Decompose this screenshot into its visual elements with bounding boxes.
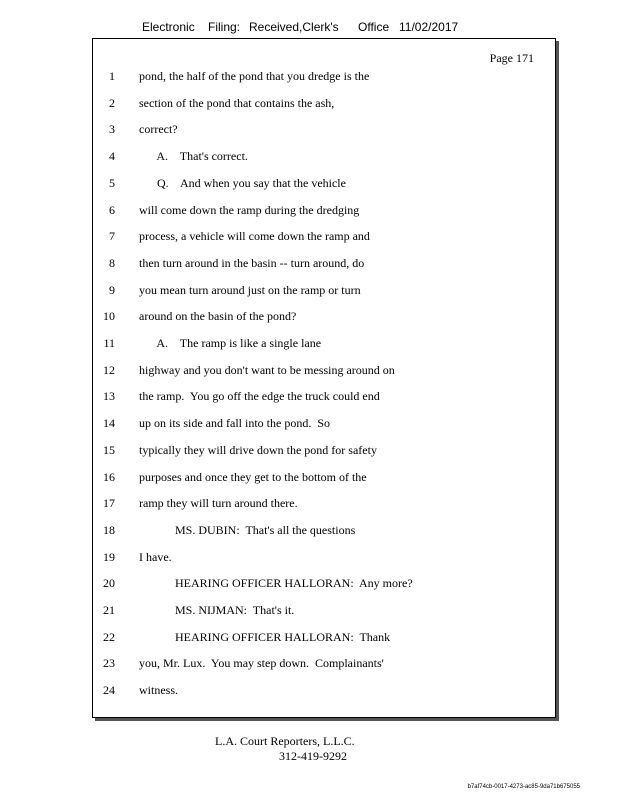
transcript-line <box>93 149 555 167</box>
transcript-line <box>93 309 555 327</box>
filing-header <box>0 20 618 36</box>
transcript-line <box>93 603 555 621</box>
transcript-line <box>93 363 555 381</box>
transcript-line <box>93 229 555 247</box>
line-number: 20 <box>103 576 115 591</box>
line-number: 3 <box>109 122 115 137</box>
filing-word-electronic: Electronic <box>142 20 195 34</box>
line-text: MS. NIJMAN: That's it. <box>139 603 295 617</box>
line-number: 23 <box>103 656 115 671</box>
transcript-line <box>93 176 555 194</box>
line-text: around on the basin of the pond? <box>139 309 297 324</box>
line-text: up on its side and fall into the pond. So <box>139 416 330 431</box>
transcript-line <box>93 630 555 648</box>
line-number: 9 <box>109 282 115 297</box>
transcript-line <box>93 443 555 461</box>
line-text: section of the pond that contains the ash, <box>139 95 335 110</box>
line-number: 18 <box>103 522 115 537</box>
filing-date: 11/02/2017 <box>399 20 459 34</box>
transcript-line <box>93 256 555 274</box>
transcript-line <box>93 470 555 488</box>
line-text: process, a vehicle will come down the ramp and <box>139 229 370 244</box>
line-text: HEARING OFFICER HALLORAN: Thank <box>139 629 391 644</box>
line-number: 19 <box>103 549 115 564</box>
line-number: 21 <box>103 603 115 617</box>
line-number: 16 <box>103 469 115 484</box>
line-number: 6 <box>109 202 115 217</box>
transcript-line <box>93 69 555 87</box>
line-number: 5 <box>109 175 115 190</box>
line-number: 1 <box>109 69 115 83</box>
line-text: will come down the ramp during the dredging <box>139 202 360 217</box>
line-number: 24 <box>103 683 115 698</box>
line-text: pond, the half of the pond that you dredge is the <box>139 69 370 83</box>
transcript-line <box>93 523 555 541</box>
line-text: the ramp. You go off the edge the truck could end <box>139 389 380 404</box>
filing-word-received: Received,Clerk's <box>249 20 339 34</box>
transcript-line <box>93 203 555 221</box>
line-text: Q. And when you say that the vehicle <box>139 175 346 190</box>
transcript-line <box>93 122 555 140</box>
filing-word-filing: Filing: <box>208 20 241 34</box>
line-text: ramp they will turn around there. <box>139 496 298 511</box>
transcript-line <box>93 389 555 407</box>
line-text: I have. <box>139 549 172 564</box>
line-text: A. The ramp is like a single lane <box>139 336 322 350</box>
line-number: 13 <box>103 389 115 404</box>
transcript-page <box>92 38 556 718</box>
line-text: MS. DUBIN: That's all the questions <box>139 522 356 537</box>
line-text: typically they will drive down the pond for safety <box>139 442 377 457</box>
line-text: purposes and once they get to the bottom of the <box>139 469 367 484</box>
line-text: A. That's correct. <box>139 149 248 164</box>
line-text: you mean turn around just on the ramp or turn <box>139 282 361 297</box>
line-number: 8 <box>109 255 115 270</box>
transcript-line <box>93 496 555 514</box>
line-number: 4 <box>109 149 115 164</box>
transcript-line <box>93 96 555 114</box>
line-number: 2 <box>109 95 115 110</box>
line-number: 12 <box>103 362 115 377</box>
line-number: 22 <box>103 629 115 644</box>
line-text: then turn around in the basin -- turn around, do <box>139 255 365 270</box>
line-text: correct? <box>139 122 178 137</box>
reporter-company: L.A. Court Reporters, L.L.C. <box>215 734 355 748</box>
transcript-line <box>93 576 555 594</box>
line-number: 15 <box>103 442 115 457</box>
transcript-line <box>93 683 555 701</box>
line-number: 17 <box>103 496 115 511</box>
line-number: 10 <box>103 309 115 324</box>
line-text: you, Mr. Lux. You may step down. Complainants' <box>139 656 384 671</box>
page-number: Page 171 <box>489 51 534 65</box>
filing-word-office: Office <box>358 20 390 34</box>
line-text: HEARING OFFICER HALLORAN: Any more? <box>139 576 413 591</box>
transcript-line <box>93 336 555 354</box>
line-number: 14 <box>103 416 115 431</box>
document-hash: b7af74cb-0017-4273-ac85-9da71b675055 <box>467 784 580 790</box>
line-text: witness. <box>139 683 178 698</box>
transcript-line <box>93 283 555 301</box>
transcript-line <box>93 550 555 568</box>
line-number: 7 <box>109 229 115 244</box>
transcript-line <box>93 656 555 674</box>
line-number: 11 <box>103 336 115 350</box>
line-text: highway and you don't want to be messing around on <box>139 362 395 377</box>
transcript-line <box>93 416 555 434</box>
reporter-phone: 312-419-9292 <box>279 749 347 763</box>
